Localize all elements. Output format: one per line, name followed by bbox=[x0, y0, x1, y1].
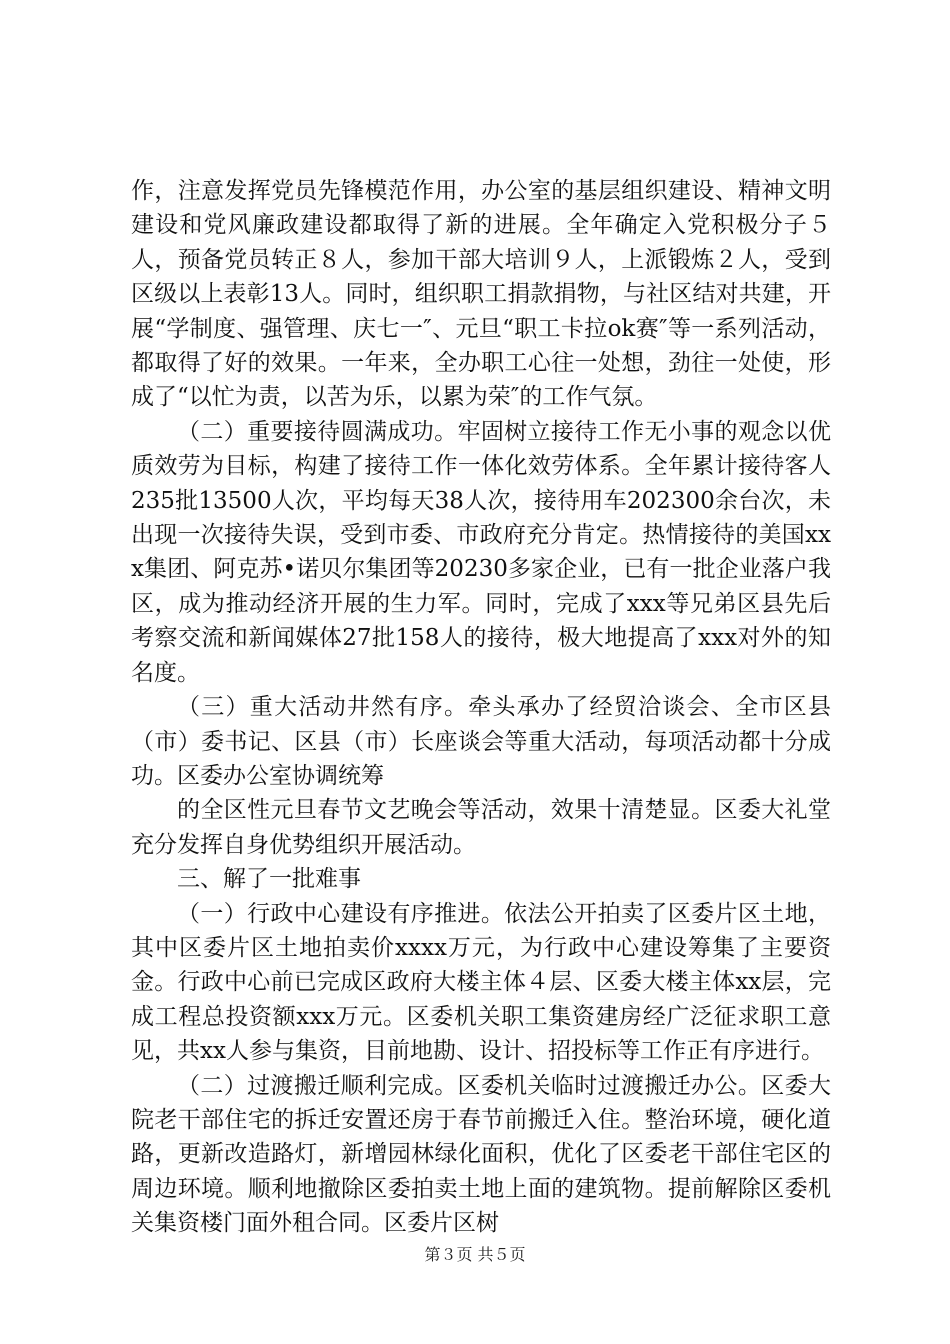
page-number-footer: 第３页 共５页 bbox=[424, 1245, 526, 1264]
paragraph-relocation: （二）过渡搬迁顺利完成。区委机关临时过渡搬迁办公。区委大院老干部住宅的拆迁安置还房于春节前搬迁入住。整治环境，硬化道路，更新改造路灯，新增园林绿化面积，优化了区委老干部住宅区的周边环境。顺利地撤除区委拍卖土地上面的建筑物。提前解除区委机关集资楼门面外租合同。区委片区树 bbox=[131, 1072, 831, 1237]
paragraph-admin-center: （一）行政中心建设有序推进。依法公开拍卖了区委片区土地，其中区委片区土地拍卖价xxxx万元，为行政中心建设筹集了主要资金。行政中心前已完成区政府大楼主体４层、区委大楼主体xx层，完成工程总投资额xxx万元。区委机关职工集资建房经广泛征求职工意见，共xx人参与集资，目前地勘、设计、招投标等工作正有序进行。 bbox=[131, 900, 831, 1065]
paragraph-major-events: （三）重大活动井然有序。牵头承办了经贸洽谈会、全市区县（市）委书记、区县（市）长座谈会等重大活动，每项活动都十分成功。区委办公室协调统筹 bbox=[131, 694, 831, 789]
paragraph-major-events-continued: 的全区性元旦春节文艺晚会等活动，效果十清楚显。区委大礼堂充分发挥自身优势组织开展活动。 bbox=[131, 797, 831, 858]
paragraph-reception: （二）重要接待圆满成功。牢固树立接待工作无小事的观念以优质效劳为目标，构建了接待工作一体化效劳体系。全年累计接待客人235批13500人次，平均每天38人次，接待用车202300余台次，未出现一次接待失误，受到市委、市政府充分肯定。热情接待的美国xxx集团、阿克苏•诺贝尔集团等20230多家企业，已有一批企业落户我区，成为推动经济开展的生力军。同时，完成了xxx等兄弟区县先后考察交流和新闻媒体27批158人的接待，极大地提高了xxx对外的知名度。 bbox=[131, 418, 831, 686]
paragraph-continuation: 作，注意发挥党员先锋模范作用，办公室的基层组织建设、精神文明建设和党风廉政建设都取得了新的进展。全年确定入党积极分子５人，预备党员转正８人，参加干部大培训９人，上派锻炼２人，受到区级以上表彰13人。同时，组织职工捐款捐物，与社区结对共建，开展“学制度、强管理、庆七一″、元旦“职工卡拉ok赛″等一系列活动，都取得了好的效果。一年来，全办职工心往一处想，劲往一处使，形成了“以忙为责，以苦为乐，以累为荣″的工作气氛。 bbox=[131, 178, 831, 411]
section-heading: 三、解了一批难事 bbox=[177, 866, 361, 893]
document-body bbox=[131, 174, 831, 1241]
